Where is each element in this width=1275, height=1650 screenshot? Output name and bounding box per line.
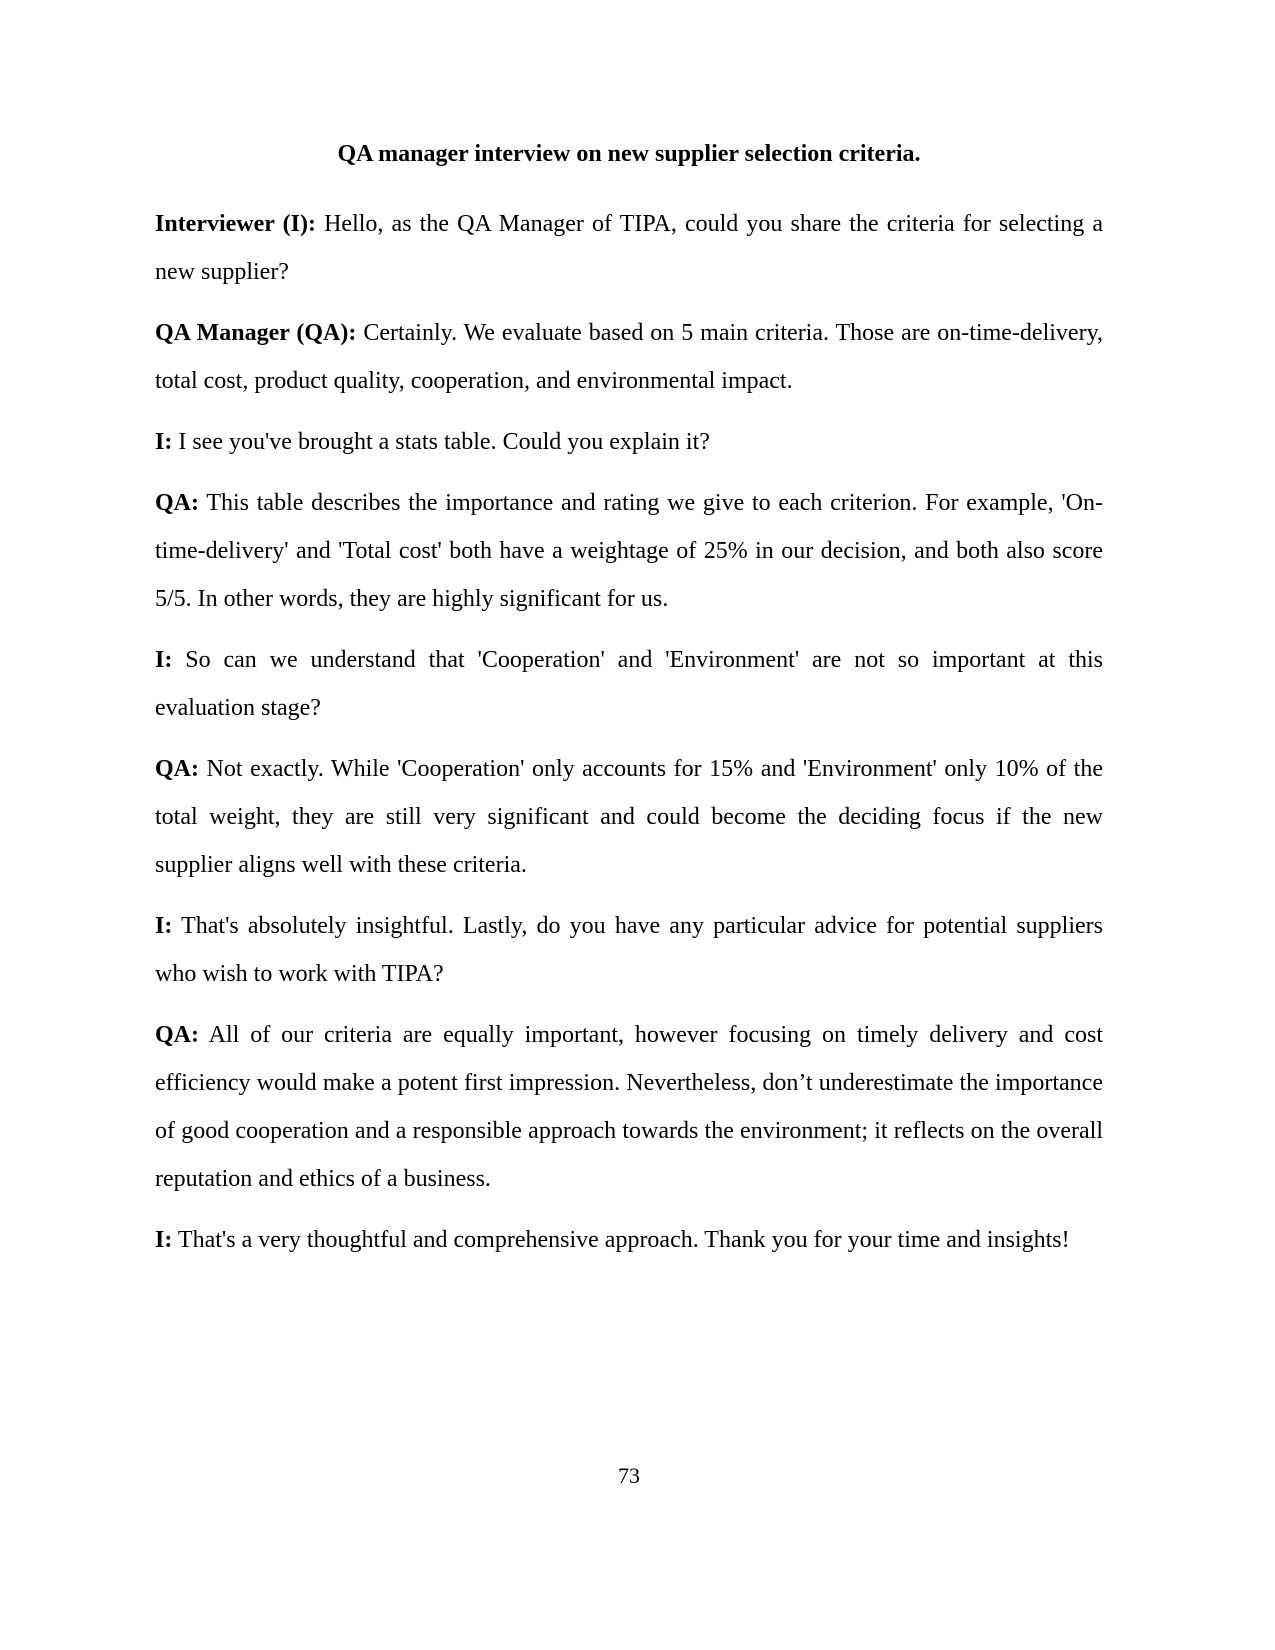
speaker-label: I:: [155, 647, 173, 673]
paragraph-text: This table describes the importance and rating we give to each criterion. For example, 'On-time-delivery' and 'Total cost' both have a weightage of 25% in our decision, and both also score 5/5. In other words, they are highly significant for us.: [155, 490, 1103, 612]
speaker-label: I:: [155, 429, 173, 455]
page-number: 73: [618, 1463, 640, 1488]
speaker-label: QA:: [155, 1022, 199, 1048]
speaker-label: Interviewer (I):: [155, 211, 316, 237]
paragraph-interviewer-1: [155, 200, 1103, 296]
speaker-label: QA:: [155, 490, 199, 516]
paragraph-text: Certainly. We evaluate based on 5 main criteria. Those are on-time-delivery, total cost, product quality, cooperation, and environmental impact.: [155, 320, 1104, 394]
paragraph-text: Not exactly. While 'Cooperation' only accounts for 15% and 'Environment' only 10% of the total weight, they are still very significant and could become the deciding focus if the new supplier aligns well with these criteria.: [155, 756, 1104, 878]
paragraph-qa-manager-1: [155, 309, 1103, 405]
paragraph-qa-manager-3: [155, 745, 1103, 889]
paragraph-text: All of our criteria are equally important, however focusing on timely delivery and cost efficiency would make a potent first impression. Nevertheless, don’t underestimate the importance of good cooperation and a responsible approach towards the environment; it reflects on the overall reputation and ethics of a business.: [155, 1022, 1103, 1192]
speaker-label: I:: [155, 1227, 173, 1253]
paragraph-interviewer-4: [155, 902, 1103, 998]
paragraph-interviewer-2: [155, 418, 1103, 466]
paragraph-text: Hello, as the QA Manager of TIPA, could you share the criteria for selecting a new supplier?: [155, 211, 1104, 285]
paragraph-qa-manager-4: [155, 1011, 1103, 1203]
speaker-label: QA:: [155, 756, 199, 782]
paragraph-text: That's a very thoughtful and comprehensive approach. Thank you for your time and insights!: [177, 1227, 1070, 1253]
speaker-label: QA Manager (QA):: [155, 320, 357, 346]
paragraph-interviewer-3: [155, 636, 1103, 732]
paragraph-text: So can we understand that 'Cooperation' and 'Environment' are not so important at this evaluation stage?: [155, 647, 1103, 721]
paragraph-text: That's absolutely insightful. Lastly, do you have any particular advice for potential suppliers who wish to work with TIPA?: [155, 913, 1104, 987]
document-title: QA manager interview on new supplier selection criteria.: [337, 141, 921, 167]
paragraph-interviewer-5: [155, 1216, 1103, 1264]
paragraph-text: I see you've brought a stats table. Could you explain it?: [178, 429, 710, 455]
paragraph-qa-manager-2: [155, 479, 1103, 623]
speaker-label: I:: [155, 913, 173, 939]
